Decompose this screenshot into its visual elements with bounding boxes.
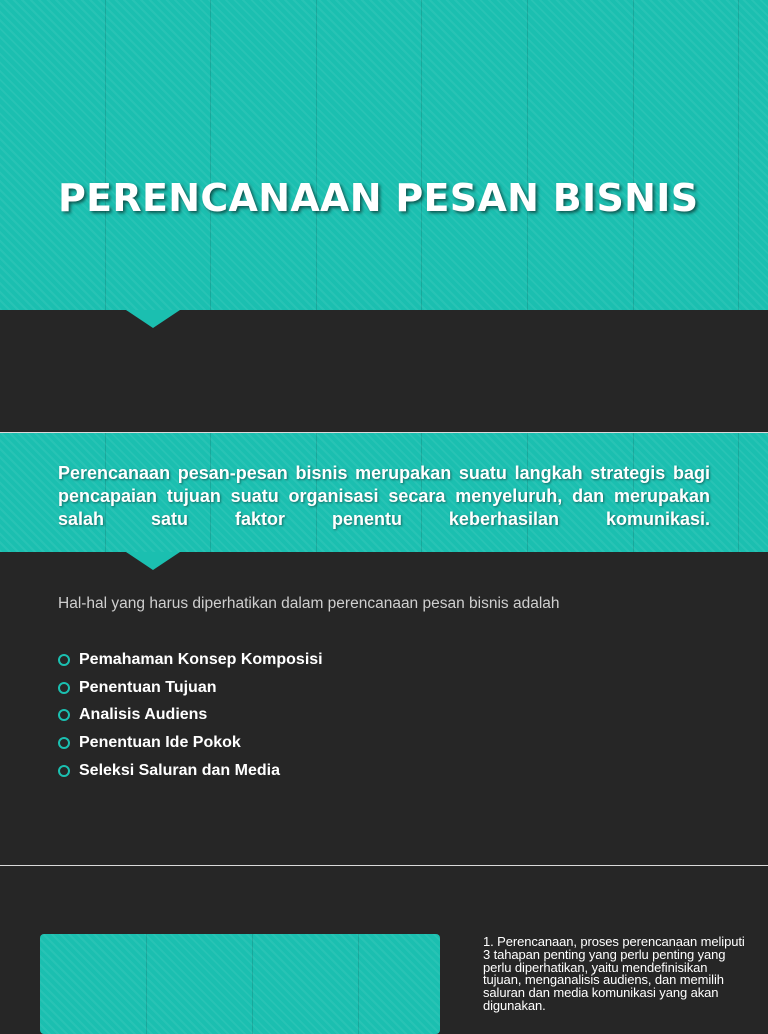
list-item-label: Penentuan Ide Pokok bbox=[79, 734, 241, 752]
circle-bullet-icon bbox=[58, 654, 70, 666]
body-text: 1. Perencanaan, proses perencanaan meliputi 3 tahapan penting yang perlu penting yang perlu diperhatikan, yaitu mendefinisikan tujuan, menganalisis audiens, dan memilih saluran dan media komunikasi yang akan digunakan. bbox=[483, 934, 745, 1013]
list-item bbox=[58, 650, 323, 678]
subtitle-panel bbox=[0, 310, 768, 432]
circle-bullet-icon bbox=[58, 737, 70, 749]
banner-notch bbox=[126, 552, 180, 570]
list-item-label: Seleksi Saluran dan Media bbox=[79, 761, 280, 779]
slide-title: PERENCANAAN PESAN BISNIS bbox=[58, 176, 699, 220]
definition-text: Perencanaan pesan-pesan bisnis merupakan suatu langkah strategis bagi pencapaian tujuan suatu organisasi secara menyeluruh, dan merupakan salah satu faktor penentu keberhasilan komunikasi. bbox=[58, 463, 710, 529]
bullet-list bbox=[58, 650, 323, 788]
list-item-label: Pemahaman Konsep Komposisi bbox=[79, 651, 323, 668]
list-item-label: Analisis Audiens bbox=[79, 706, 208, 724]
circle-bullet-icon bbox=[58, 682, 70, 694]
teal-card bbox=[40, 934, 440, 1034]
circle-bullet-icon bbox=[58, 765, 70, 777]
list-item bbox=[58, 761, 323, 789]
banner-notch bbox=[126, 310, 180, 328]
circle-bullet-icon bbox=[58, 709, 70, 721]
list-item bbox=[58, 705, 323, 733]
list-item bbox=[58, 678, 323, 706]
list-item bbox=[58, 733, 323, 761]
list-intro: Hal-hal yang harus diperhatikan dalam perencanaan pesan bisnis adalah bbox=[58, 595, 560, 612]
list-item-label: Penentuan Tujuan bbox=[79, 678, 217, 696]
title-banner bbox=[0, 0, 768, 310]
